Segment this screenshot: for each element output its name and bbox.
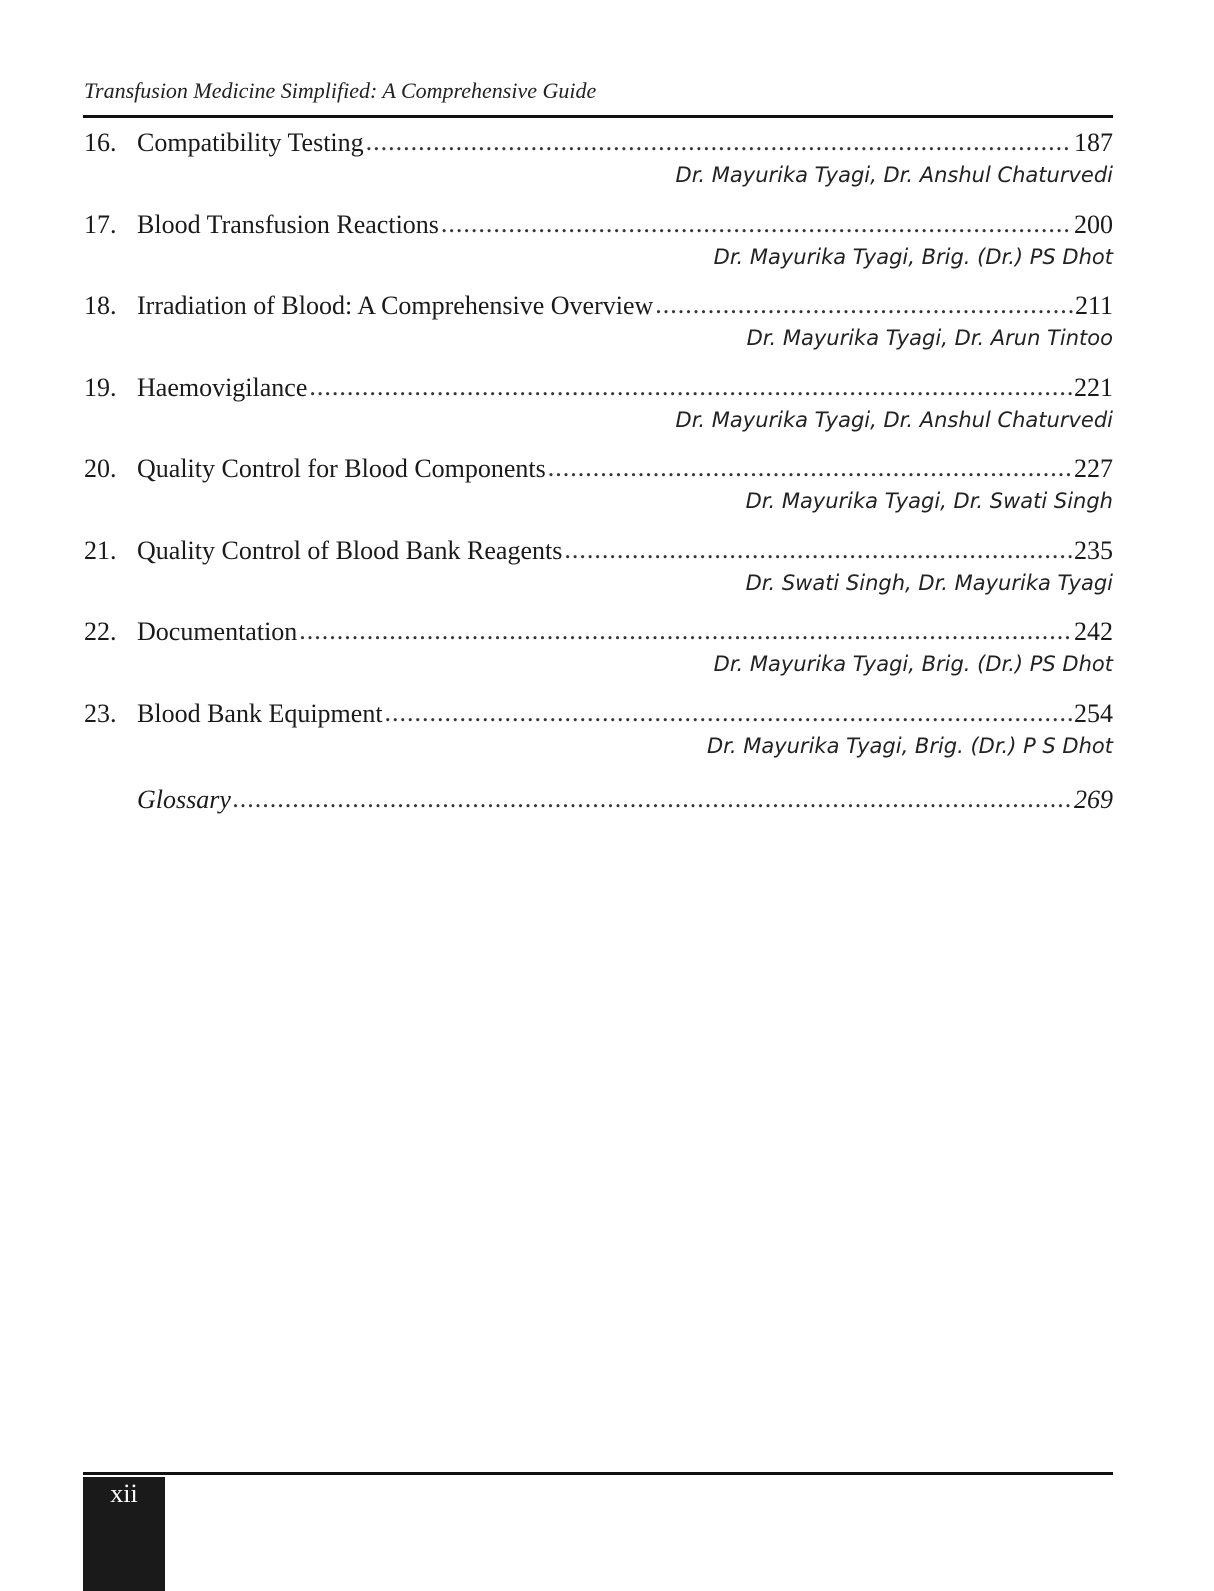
toc-entry[interactable] <box>84 208 1113 290</box>
footer-rule <box>83 1472 1113 1475</box>
page-number: 227 <box>1074 454 1113 483</box>
chapter-number: 17. <box>84 209 117 239</box>
dot-leader <box>441 207 1072 241</box>
header-rule <box>83 115 1113 118</box>
page-number: 269 <box>1074 785 1113 814</box>
page-number: 235 <box>1074 535 1113 565</box>
toc-entry[interactable] <box>84 452 1113 534</box>
chapter-number: 21. <box>84 535 117 565</box>
chapter-authors: Dr. Mayurika Tyagi, Dr. Arun Tintoo <box>746 326 1113 350</box>
table-of-contents <box>84 126 1113 865</box>
chapter-title[interactable]: Irradiation of Blood: A Comprehensive Overview <box>137 291 654 320</box>
chapter-authors: Dr. Mayurika Tyagi, Brig. (Dr.) PS Dhot <box>713 244 1113 269</box>
chapter-authors: Dr. Mayurika Tyagi, Brig. (Dr.) P S Dhot <box>706 733 1113 758</box>
toc-entry[interactable] <box>84 126 1113 208</box>
chapter-authors: Dr. Mayurika Tyagi, Brig. (Dr.) PS Dhot <box>713 652 1113 676</box>
toc-entry[interactable] <box>84 371 1113 453</box>
dot-leader <box>366 125 1072 159</box>
toc-entry[interactable] <box>84 289 1113 371</box>
dot-leader <box>233 782 1072 816</box>
page-number: 254 <box>1074 698 1113 728</box>
chapter-number: 23. <box>84 698 117 728</box>
chapter-title[interactable]: Compatibility Testing <box>137 128 364 157</box>
chapter-title[interactable]: Quality Control of Blood Bank Reagents <box>137 535 563 565</box>
toc-entry[interactable] <box>84 615 1113 697</box>
chapter-number: 20. <box>84 454 117 483</box>
chapter-authors: Dr. Mayurika Tyagi, Dr. Anshul Chaturvedi <box>675 407 1113 432</box>
chapter-title[interactable]: Documentation <box>137 617 298 646</box>
chapter-title[interactable]: Quality Control for Blood Components <box>137 454 546 483</box>
chapter-title[interactable]: Haemovigilance <box>137 372 308 402</box>
page-number: 200 <box>1074 209 1113 239</box>
chapter-number: 22. <box>84 617 117 646</box>
running-head: Transfusion Medicine Simplified: A Comprehensive Guide <box>84 78 597 103</box>
folio-tab <box>83 1477 165 1591</box>
folio-number: xii <box>110 1479 138 1508</box>
dot-leader <box>309 370 1072 404</box>
chapter-title[interactable]: Blood Transfusion Reactions <box>137 209 439 239</box>
dot-leader <box>385 696 1072 730</box>
chapter-number: 18. <box>84 291 117 320</box>
page-number: 187 <box>1074 128 1113 157</box>
page-number: 221 <box>1074 372 1113 402</box>
dot-leader <box>655 288 1073 322</box>
toc-entry[interactable] <box>84 697 1113 779</box>
chapter-authors: Dr. Mayurika Tyagi, Dr. Anshul Chaturvedi <box>675 163 1113 187</box>
dot-leader <box>548 451 1072 485</box>
page-number: 242 <box>1074 617 1113 646</box>
chapter-number: 16. <box>84 128 117 157</box>
toc-entry[interactable] <box>84 534 1113 616</box>
glossary-title[interactable]: Glossary <box>137 785 231 814</box>
toc-entry-glossary[interactable] <box>84 783 1113 865</box>
chapter-title[interactable]: Blood Bank Equipment <box>137 698 383 728</box>
dot-leader <box>564 533 1072 567</box>
chapter-authors: Dr. Mayurika Tyagi, Dr. Swati Singh <box>745 489 1113 513</box>
chapter-authors: Dr. Swati Singh, Dr. Mayurika Tyagi <box>745 570 1113 595</box>
page-number: 211 <box>1074 291 1113 320</box>
dot-leader <box>299 614 1072 648</box>
chapter-number: 19. <box>84 372 117 402</box>
